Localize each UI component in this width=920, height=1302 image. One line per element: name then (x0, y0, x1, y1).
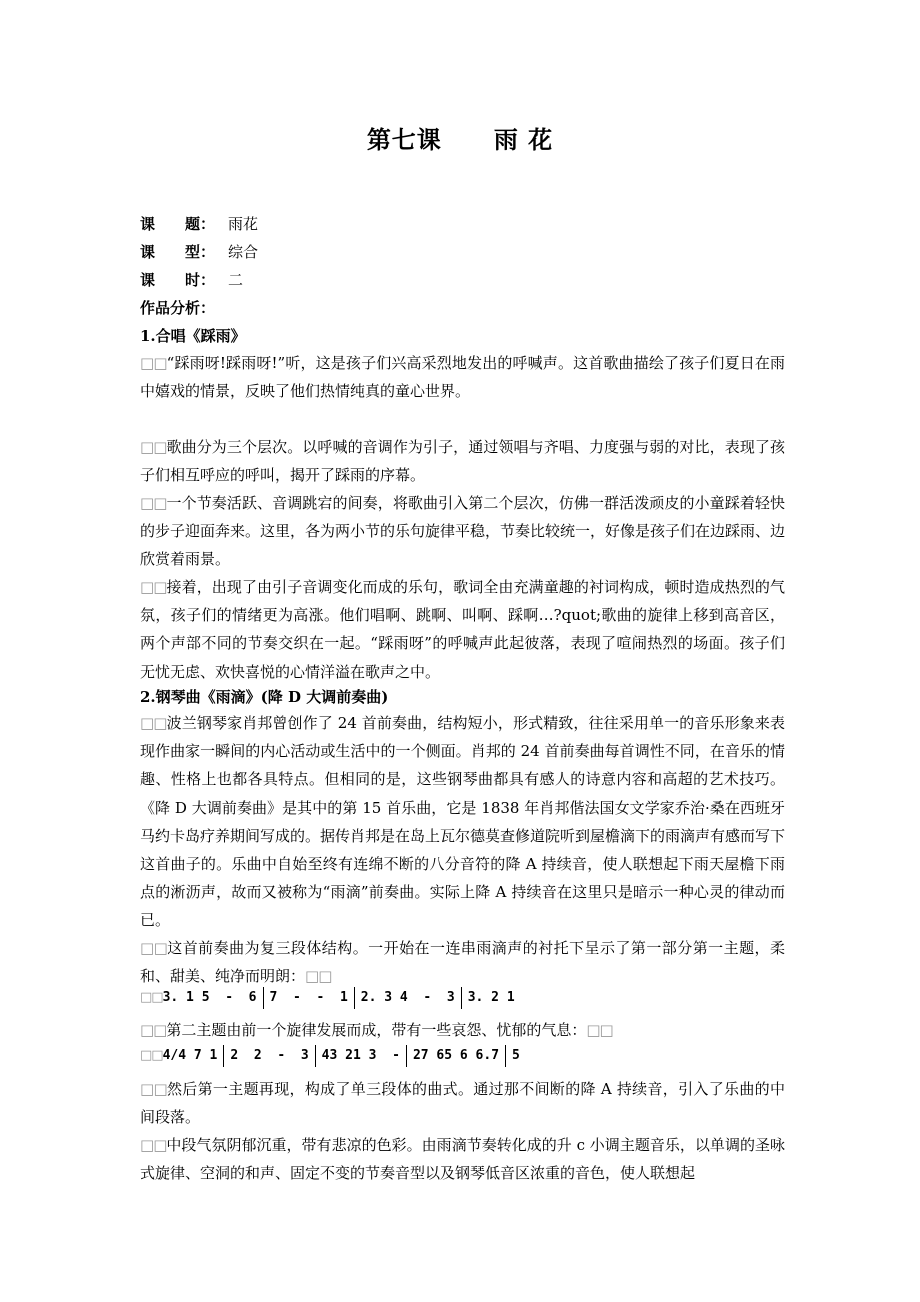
paragraph (140, 1131, 785, 1187)
paragraph-text: 一个节奏活跃、音调跳宕的间奏，将歌曲引入第二个层次，仿佛一群活泼顽皮的小童踩着轻快的步子迎面奔来。这里，各为两小节的乐句旋律平稳，节奏比较统一，好像是孩子们在边踩雨、边欣赏着雨景。 (140, 494, 786, 569)
section-heading-caiyu: 1.合唱《踩雨》 (140, 327, 246, 345)
paragraph-text: 然后第一主题再现，构成了单三段体的曲式。通过那不间断的降 A 持续音，引入了乐曲的中间段落。 (140, 1080, 785, 1127)
trail-mark: □□ (586, 1021, 613, 1039)
lesson-number: 第七课 (366, 125, 442, 154)
page-title (0, 120, 920, 155)
meta-label: 课 型： (140, 243, 216, 261)
indent-mark: □□ (140, 438, 167, 456)
paragraph-text: 第二主题由前一个旋律发展而成，带有一些哀怨、忧郁的气息： (166, 1021, 587, 1039)
indent-mark: □□ (140, 714, 167, 732)
score-measure: 27 65 6 6.7 (412, 1048, 500, 1063)
meta-label: 课 题： (140, 215, 216, 233)
indent-mark: □□ (140, 939, 168, 957)
paragraph-text: 歌曲分为三个层次。以呼喊的音调作为引子，通过领唱与齐唱、力度强与弱的对比，表现了孩子们相互呼应的呼叫，揭开了踩雨的序幕。 (140, 438, 785, 485)
meta-value: 雨花 (228, 215, 259, 233)
score-measure: 3. 1 5 - 6 (162, 990, 257, 1005)
paragraph-text: 接着，出现了由引子音调变化而成的乐句，歌词全由充满童趣的衬词构成，顿时造成热烈的气氛，孩子们的情绪更为高涨。他们唱啊、跳啊、叫啊、踩啊…?quot;歌曲的旋律上移到高音区，两个声部不同的节奏交织在一起。“踩雨呀”的呼喊声此起彼落，表现了喧闹热烈的场面。孩子们无忧无虑、欢快喜悦的心情洋溢在歌声之中。 (140, 578, 785, 681)
lesson-name: 雨 花 (493, 125, 554, 154)
paragraph-text: “踩雨呀!踩雨呀!”听，这是孩子们兴高采烈地发出的呼喊声。这首歌曲描绘了孩子们夏日在雨中嬉戏的情景，反映了他们热情纯真的童心世界。 (140, 354, 785, 401)
indent-mark: □□ (140, 1021, 167, 1039)
meta-hours (140, 270, 243, 290)
score-theme-one (140, 985, 785, 1011)
indent-mark: □□ (140, 1080, 167, 1098)
score-measure: 3. 2 1 (467, 990, 515, 1005)
paragraph-text: 这首前奏曲为复三段体结构。一开始在一连串雨滴声的衬托下呈示了第一部分第一主题，柔和、甜美、纯净而明朗： (140, 939, 785, 986)
paragraph (140, 349, 785, 405)
meta-value: 二 (228, 271, 244, 289)
paragraph (140, 573, 785, 686)
paragraph-text: 波兰钢琴家肖邦曾创作了 24 首前奏曲，结构短小，形式精致，往往采用单一的音乐形象来表现作曲家一瞬间的内心活动或生活中的一个侧面。肖邦的 24 首前奏曲每首调性不同，在音乐的情趣、性格上也都各具特点。但相同的是，这些钢琴曲都具有感人的诗意内容和高超的艺术技巧。《降 D 大调前奏曲》是其中的第 15 首乐曲，它是 1838 年肖邦偕法国女文学家乔治·桑在西班牙马约卡岛疗养期间写成的。据传肖邦是在岛上瓦尔德莫查修道院听到屋檐滴下的雨滴声有感而写下这首曲子的。乐曲中自始至终有连绵不断的八分音符的降 A 持续音，使人联想起下雨天屋檐下雨点的淅沥声，故而又被称为“雨滴”前奏曲。实际上降 A 持续音在这里只是暗示一种心灵的律动而已。 (140, 714, 786, 930)
meta-label: 课 时： (140, 271, 216, 289)
indent-mark: □□ (140, 494, 167, 512)
paragraph (140, 709, 785, 935)
meta-value: 综合 (228, 243, 259, 261)
paragraph (140, 489, 785, 574)
score-measure: 2. 3 4 - 3 (360, 990, 455, 1005)
indent-mark: □□ (140, 578, 167, 596)
score-measure: 4/4 7 1 (162, 1048, 218, 1063)
meta-type (140, 242, 258, 262)
indent-mark: □□ (140, 1048, 163, 1063)
score-theme-two (140, 1043, 785, 1069)
indent-mark: □□ (140, 990, 163, 1005)
score-measure: 43 21 3 - (321, 1048, 400, 1063)
paragraph (140, 1075, 785, 1131)
score-measure: 5 (512, 1048, 520, 1063)
indent-mark: □□ (140, 354, 167, 372)
meta-topic (140, 214, 258, 234)
analysis-heading: 作品分析： (140, 299, 216, 317)
score-measure: 2 2 - 3 (230, 1048, 309, 1063)
paragraph (140, 934, 785, 990)
section-heading-yudi: 2.钢琴曲《雨滴》(降 D 大调前奏曲) (140, 688, 389, 706)
paragraph (140, 1016, 785, 1044)
score-measure: 7 - - 1 (269, 990, 348, 1005)
trail-mark: □□ (305, 967, 332, 986)
paragraph-text: 中段气氛阴郁沉重，带有悲凉的色彩。由雨滴节奏转化成的升 c 小调主题音乐，以单调的圣咏式旋律、空洞的和声、固定不变的节奏音型以及钢琴低音区浓重的音色，使人联想起 (140, 1136, 785, 1183)
paragraph (140, 433, 785, 489)
indent-mark: □□ (140, 1136, 167, 1154)
